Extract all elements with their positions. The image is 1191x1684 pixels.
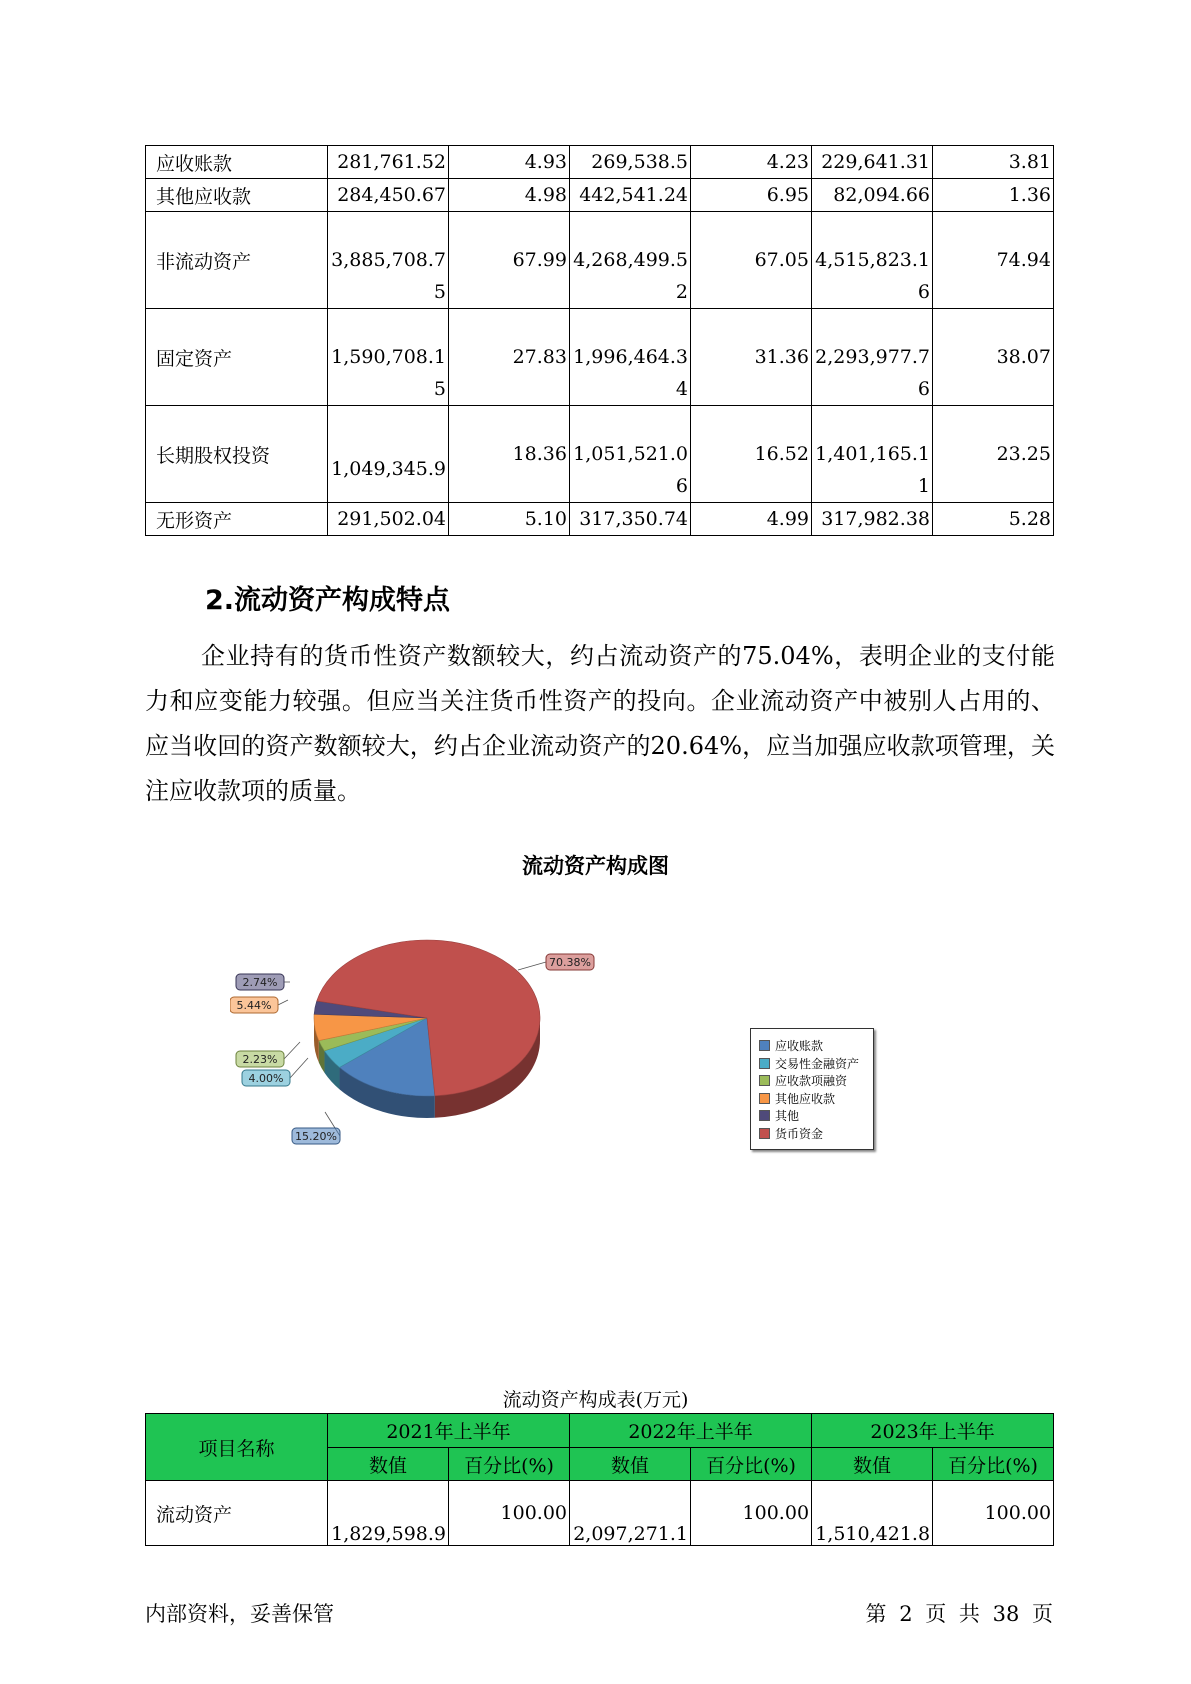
cell-pct: 38.07: [933, 309, 1054, 406]
legend-swatch: [759, 1040, 770, 1051]
cell-pct: 4.99: [691, 503, 812, 536]
label-leader: [278, 1000, 288, 1005]
legend-item: [759, 1107, 873, 1125]
header-value: 数值: [812, 1448, 933, 1481]
pie-chart: [230, 930, 650, 1180]
cell-value: 4,268,499.52: [570, 212, 691, 309]
cell-pct: 1.36: [933, 179, 1054, 212]
row-name: 长期股权投资: [146, 406, 328, 503]
chart-legend: [750, 1028, 874, 1150]
header-pct: 百分比(%): [449, 1448, 570, 1481]
cell-value: 1,049,345.9: [328, 406, 449, 503]
legend-swatch: [759, 1058, 770, 1069]
cell-value: 317,982.38: [812, 503, 933, 536]
cell-value: 269,538.5: [570, 146, 691, 179]
cell-value: 1,401,165.11: [812, 406, 933, 503]
label-leader: [518, 962, 546, 970]
data-label: 5.44%: [236, 999, 272, 1012]
cell-pct: 100.00: [933, 1481, 1054, 1546]
table-row: [146, 309, 1054, 406]
cell-value: 2,097,271.1: [570, 1481, 691, 1546]
table-row: [146, 212, 1054, 309]
cell-pct: 16.52: [691, 406, 812, 503]
section-heading: 2.流动资产构成特点: [205, 585, 451, 616]
row-name: 应收账款: [146, 146, 328, 179]
cell-value: 3,885,708.75: [328, 212, 449, 309]
data-label: 4.00%: [248, 1072, 284, 1085]
header-year: 2023年上半年: [812, 1414, 1054, 1448]
cell-pct: 4.98: [449, 179, 570, 212]
header-year: 2022年上半年: [570, 1414, 812, 1448]
label-leader: [284, 1042, 300, 1059]
table-row: [146, 179, 1054, 212]
cell-pct: 4.23: [691, 146, 812, 179]
table-row: [146, 146, 1054, 179]
header-year: 2021年上半年: [328, 1414, 570, 1448]
cell-value: 229,641.31: [812, 146, 933, 179]
cell-pct: 31.36: [691, 309, 812, 406]
legend-label: 其他: [775, 1109, 800, 1124]
header-value: 数值: [570, 1448, 691, 1481]
data-label: 2.74%: [242, 976, 278, 989]
legend-swatch: [759, 1128, 770, 1139]
cell-pct: 100.00: [449, 1481, 570, 1546]
cell-value: 317,350.74: [570, 503, 691, 536]
cell-pct: 100.00: [691, 1481, 812, 1546]
row-name: 固定资产: [146, 309, 328, 406]
current-assets-table: [145, 1413, 1054, 1546]
cell-pct: 3.81: [933, 146, 1054, 179]
section-paragraph: 企业持有的货币性资产数额较大，约占流动资产的75.04%，表明企业的支付能力和应变能力较强。但应当关注货币性资产的投向。企业流动资产中被别人占用的、应当收回的资产数额较大，约占企业流动资产的20.64%，应当加强应收款项管理，关注应收款项的质量。: [145, 642, 1055, 805]
header-pct: 百分比(%): [691, 1448, 812, 1481]
legend-label: 应收款项融资: [775, 1074, 848, 1089]
legend-label: 其他应收款: [775, 1091, 836, 1106]
row-name: 无形资产: [146, 503, 328, 536]
cell-value: 1,590,708.15: [328, 309, 449, 406]
table-row: [146, 1481, 1054, 1546]
cell-value: 82,094.66: [812, 179, 933, 212]
data-label: 2.23%: [242, 1053, 278, 1066]
legend-label: 应收账款: [775, 1039, 824, 1054]
cell-pct: 6.95: [691, 179, 812, 212]
header-value: 数值: [328, 1448, 449, 1481]
legend-swatch: [759, 1093, 770, 1104]
legend-label: 交易性金融资产: [775, 1056, 860, 1071]
row-name: 其他应收款: [146, 179, 328, 212]
cell-pct: 27.83: [449, 309, 570, 406]
cell-value: 284,450.67: [328, 179, 449, 212]
legend-item: [759, 1037, 873, 1055]
row-name: 流动资产: [146, 1481, 328, 1546]
legend-item: [759, 1072, 873, 1090]
data-label: 70.38%: [549, 956, 591, 969]
cell-pct: 4.93: [449, 146, 570, 179]
chart-title: 流动资产构成图: [522, 854, 669, 878]
table-row: [146, 503, 1054, 536]
cell-pct: 18.36: [449, 406, 570, 503]
cell-value: 281,761.52: [328, 146, 449, 179]
cell-pct: 67.99: [449, 212, 570, 309]
data-label: 15.20%: [295, 1130, 337, 1143]
table-row: [146, 406, 1054, 503]
header-item-name: 项目名称: [146, 1414, 328, 1481]
cell-value: 291,502.04: [328, 503, 449, 536]
cell-value: 2,293,977.76: [812, 309, 933, 406]
cell-pct: 5.28: [933, 503, 1054, 536]
cell-value: 1,996,464.34: [570, 309, 691, 406]
legend-item: [759, 1125, 873, 1143]
cell-value: 442,541.24: [570, 179, 691, 212]
cell-value: 1,510,421.8: [812, 1481, 933, 1546]
legend-item: [759, 1055, 873, 1073]
legend-item: [759, 1090, 873, 1108]
cell-pct: 74.94: [933, 212, 1054, 309]
cell-pct: 23.25: [933, 406, 1054, 503]
label-leader: [290, 1058, 308, 1078]
cell-value: 1,829,598.9: [328, 1481, 449, 1546]
header-pct: 百分比(%): [933, 1448, 1054, 1481]
balance-table: [145, 145, 1054, 536]
table-caption: 流动资产构成表(万元): [502, 1389, 689, 1411]
legend-label: 货币资金: [775, 1126, 824, 1141]
page-number: 第 2 页 共 38 页: [865, 1602, 1053, 1626]
footer-note: 内部资料，妥善保管: [145, 1602, 334, 1626]
cell-value: 1,051,521.06: [570, 406, 691, 503]
cell-value: 4,515,823.16: [812, 212, 933, 309]
row-name: 非流动资产: [146, 212, 328, 309]
cell-pct: 67.05: [691, 212, 812, 309]
cell-pct: 5.10: [449, 503, 570, 536]
legend-swatch: [759, 1075, 770, 1086]
legend-swatch: [759, 1110, 770, 1121]
